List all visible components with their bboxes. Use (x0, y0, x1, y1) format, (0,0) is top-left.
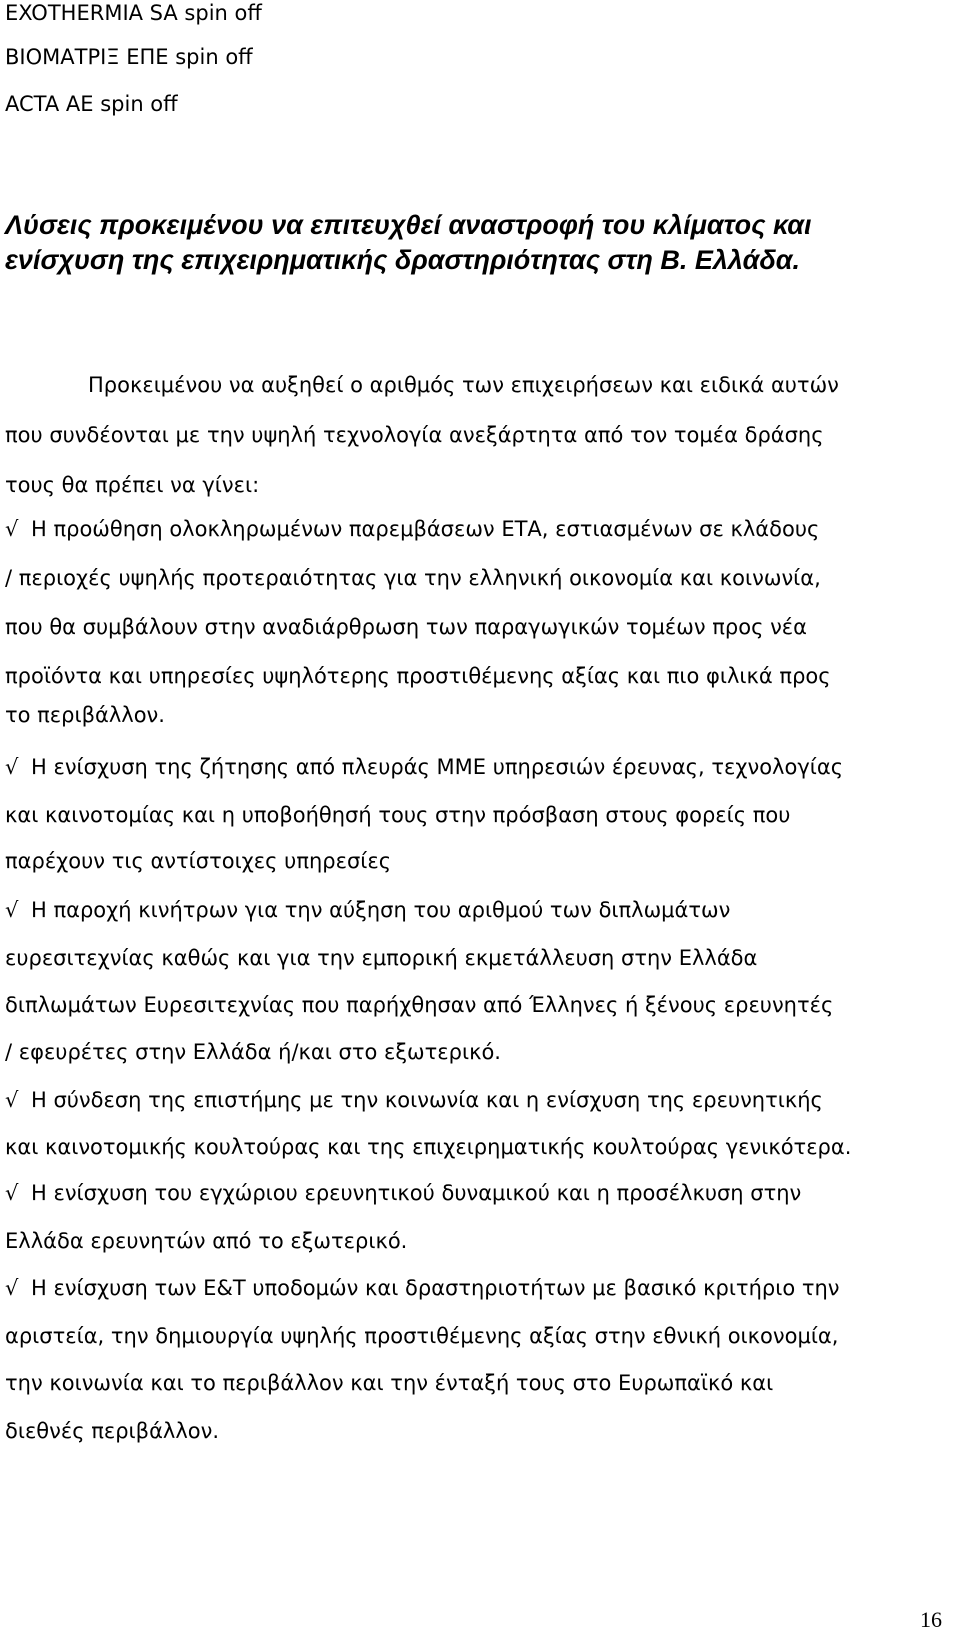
bullet-line: αριστεία, την δημιουργία υψηλής προστιθέμενης αξίας στην εθνική οικονομία, (5, 1324, 839, 1348)
bullet-line: την κοινωνία και το περιβάλλον και την ένταξή τους στο Ευρωπαϊκό και (5, 1371, 774, 1395)
bullet-line: παρέχουν τις αντίστοιχες υπηρεσίες (5, 849, 392, 873)
bullet-line: √ Η ενίσχυση των Ε&Τ υποδομών και δραστηριοτήτων με βασικό κριτήριο την (5, 1273, 840, 1303)
spinoff-line: ACTA AE spin off (5, 92, 178, 116)
bullet-line: προϊόντα και υπηρεσίες υψηλότερης προστιθέμενης αξίας και πιο φιλικά προς (5, 664, 831, 688)
bullet-line: √ Η σύνδεση της επιστήμης με την κοινωνία και η ενίσχυση της ερευνητικής (5, 1085, 823, 1115)
checkmark-icon: √ (5, 1181, 19, 1205)
section-heading: Λύσεις προκειμένου να επιτευχθεί αναστροφή του κλίματος και ενίσχυση της επιχειρηματικής δραστηριότητας στη Β. Ελλάδα. (5, 210, 812, 275)
bullet-line: / περιοχές υψηλής προτεραιότητας για την ελληνική οικονομία και κοινωνία, (5, 566, 821, 590)
bullet-line: και καινοτομίας και η υποβοήθησή τους στην πρόσβαση στους φορείς που (5, 803, 791, 827)
checkmark-icon: √ (5, 1088, 19, 1112)
bullet-line: / εφευρέτες στην Ελλάδα ή/και στο εξωτερικό. (5, 1040, 501, 1064)
intro-line: που συνδέονται με την υψηλή τεχνολογία ανεξάρτητα από τον τομέα δράσης (5, 423, 824, 447)
checkmark-icon: √ (5, 898, 19, 922)
checkmark-icon: √ (5, 517, 19, 541)
bullet-line: √ Η ενίσχυση της ζήτησης από πλευράς ΜΜΕ υπηρεσιών έρευνας, τεχνολογίας (5, 752, 843, 782)
bullet-line: ευρεσιτεχνίας καθώς και για την εμπορική εκμετάλλευση στην Ελλάδα (5, 946, 758, 970)
bullet-line: που θα συμβάλουν στην αναδιάρθρωση των παραγωγικών τομέων προς νέα (5, 615, 807, 639)
bullet-line: √ Η προώθηση ολοκληρωμένων παρεμβάσεων ΕΤΑ, εστιασμένων σε κλάδους (5, 514, 819, 544)
intro-line: Προκειμένου να αυξηθεί ο αριθμός των επιχειρήσεων και ειδικά αυτών (88, 373, 839, 397)
page-number: 16 (920, 1607, 942, 1632)
bullet-line: το περιβάλλον. (5, 703, 165, 727)
intro-line: τους θα πρέπει να γίνει: (5, 473, 260, 497)
spinoff-line: ΒΙΟΜΑΤΡΙΞ ΕΠΕ spin off (5, 45, 253, 69)
checkmark-icon: √ (5, 755, 19, 779)
bullet-line: διεθνές περιβάλλον. (5, 1419, 220, 1443)
bullet-line: διπλωμάτων Ευρεσιτεχνίας που παρήχθησαν από Έλληνες ή ξένους ερευνητές (5, 993, 834, 1017)
spinoff-line: EXOTHERMIA SA spin off (5, 1, 262, 25)
bullet-line: √ Η παροχή κινήτρων για την αύξηση του αριθμού των διπλωμάτων (5, 895, 730, 925)
bullet-line: √ Η ενίσχυση του εγχώριου ερευνητικού δυναμικού και η προσέλκυση στην (5, 1178, 801, 1208)
checkmark-icon: √ (5, 1276, 19, 1300)
bullet-line: και καινοτομικής κουλτούρας και της επιχειρηματικής κουλτούρας γενικότερα. (5, 1135, 852, 1159)
bullet-line: Ελλάδα ερευνητών από το εξωτερικό. (5, 1229, 408, 1253)
